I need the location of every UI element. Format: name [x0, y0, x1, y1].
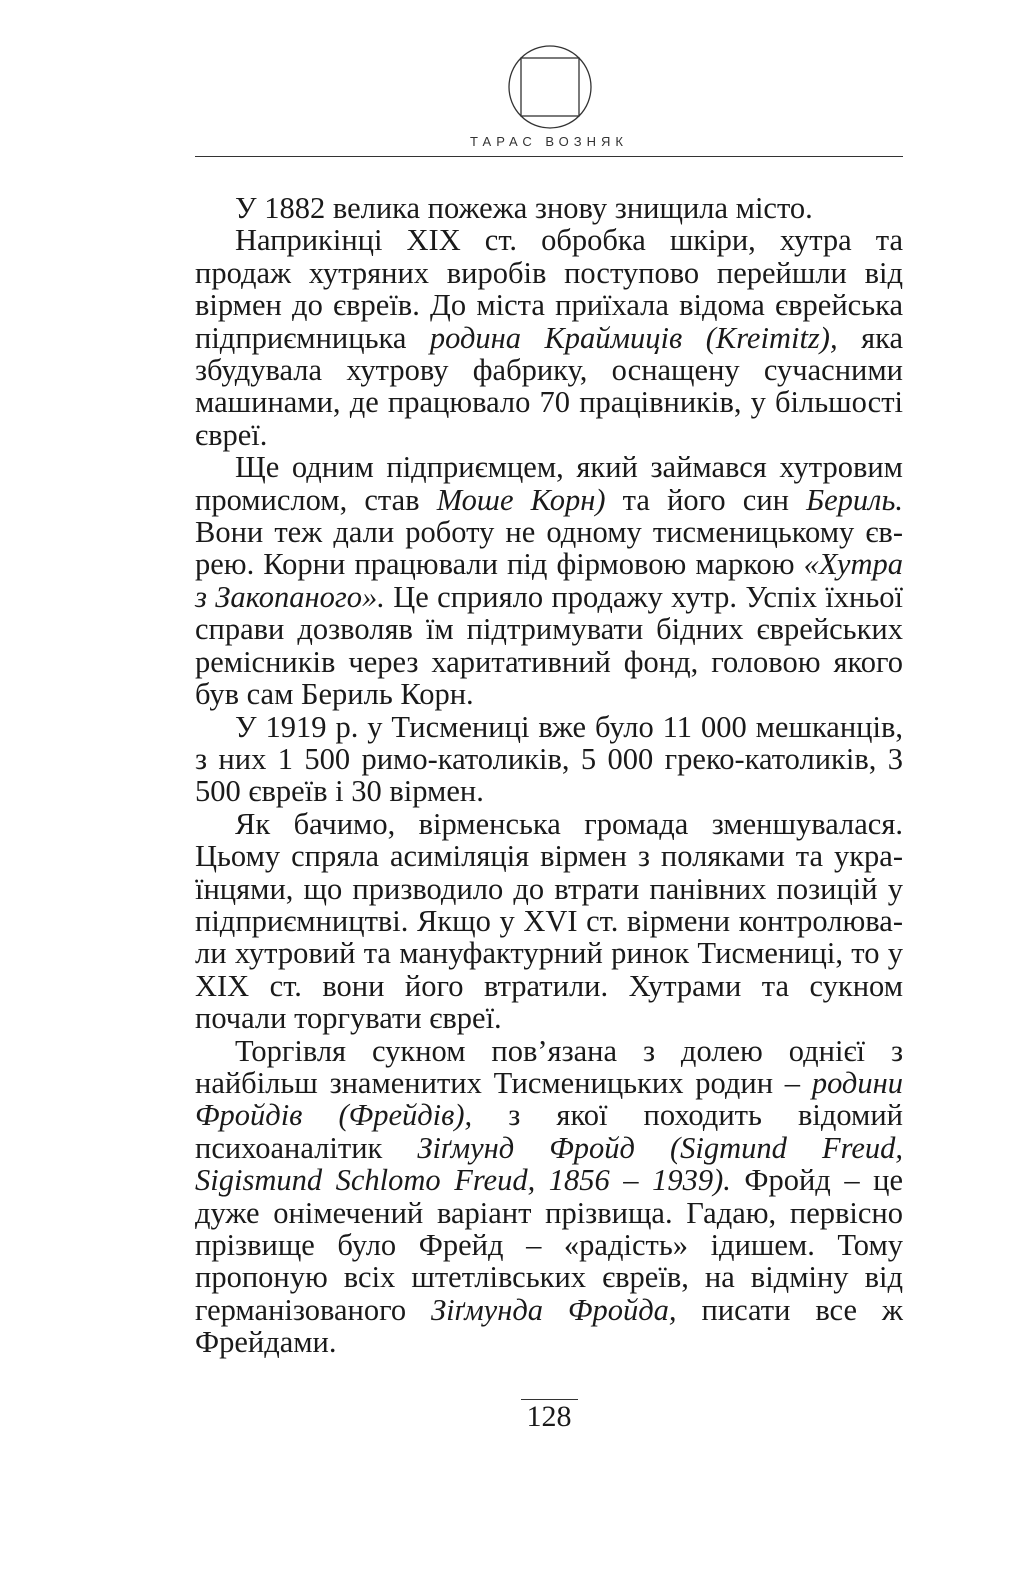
paragraph [195, 711, 903, 808]
paragraph [195, 808, 903, 1035]
text-run: Вони теж дали роботу не одному тисменицькому єврею. Корни працювали під фірмовою маркою [195, 515, 903, 582]
running-head: ТАРАС ВОЗНЯК [470, 134, 628, 149]
text-run: Торгівля сукном пов’язана з долею однієї з найбільш знаменитих Тисменицьких родин – [195, 1033, 903, 1100]
page-number-label: 128 [521, 1399, 578, 1433]
text-run: та його син [605, 482, 807, 517]
text-run: Наприкінці XIX ст. обробка шкіри, хутра та продаж хутряних виробів поступово перейшли від вірмен до євреїв. До міста приїхала відома єврейська підприємницька [195, 223, 903, 355]
italic-text: Зіґмунда Фройда, [431, 1292, 677, 1327]
text-run: У 1919 р. у Тисмениці вже було 11 000 мешканців, з них 1 500 римо-католиків, 5 000 греко-католиків, 3 500 євреїв і 30 вірмен. [195, 709, 903, 809]
paragraph [195, 451, 903, 710]
italic-text: Моше Корн) [436, 482, 606, 517]
page-number [195, 1400, 903, 1434]
text-run: Фройд – це дуже онімечений варіант прізвища. Гадаю, первісно прізвище було Фрейд – «радість» ідишем. Тому пропоную всіх штетлівських євреїв, на відміну від германізованого [195, 1163, 903, 1327]
body-text [195, 192, 903, 1359]
text-run: яка збудувала хутрову фабрику, оснащену сучасними машинами, де працювало 70 працівників, у більшості євреї. [195, 320, 903, 452]
italic-text: родини Фройдів (Фрейдів), [195, 1065, 903, 1133]
circle-square-logo [507, 44, 593, 130]
italic-text: родина Краймиців (Kreimitz), [429, 320, 838, 355]
text-run: з якої походить відомий психоаналітик [195, 1098, 903, 1165]
text-run: Як бачимо, вірменська громада зменшувалася. Цьому спряла асиміляція вірмен з поляками та українцями, що призводило до втрати панівних позицій у підприємництві. Якщо у XVI ст. вірмени контролювали хутровий та мануфактурний ринок Тисмениці, то у XIX ст. вони його втратили. Хутрами та сукном почали торгувати євреї. [195, 806, 903, 1036]
paragraph [195, 224, 903, 451]
italic-text: «Хутра з Закопаного». [195, 547, 903, 614]
text-run: Це сприяло продажу хутр. Успіх їхньої справи дозволяв їм підтримувати бідних єврейських ремісників через харитативний фонд, головою якого був сам Бериль Корн. [195, 579, 903, 712]
header-rule [195, 156, 903, 157]
text-run: писати все ж Фрейдами. [195, 1292, 903, 1360]
italic-text: Зіґмунд Фройд (Sigmund Freud, Sigismund Schlomo Freud, 1856 – 1939). [195, 1130, 903, 1198]
paragraph [195, 192, 903, 224]
text-run: У 1882 велика пожежа знову знищила місто. [235, 191, 813, 225]
text-run: Ще одним підприємцем, який займався хутровим промислом, став [195, 450, 903, 517]
paragraph [195, 1035, 903, 1359]
italic-text: Бериль. [806, 482, 903, 517]
